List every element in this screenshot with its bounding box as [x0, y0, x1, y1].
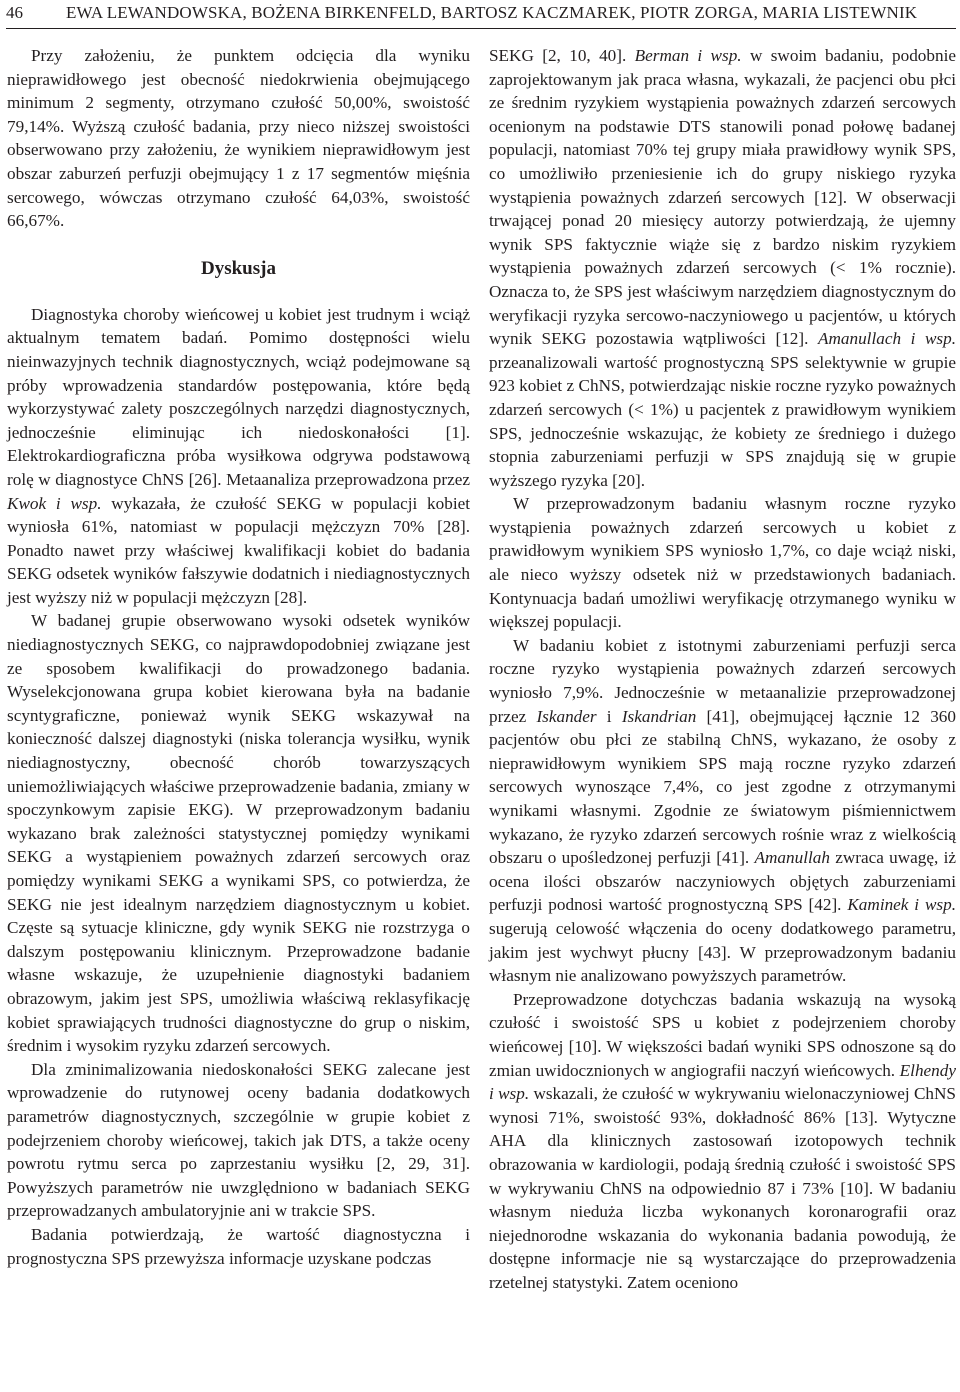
- text-run: [41], obejmującej łącznie 12 360 pacjentów obu płci ze stabilną ChNS, wykazano, że osoby z nieprawidłowym wynikiem SPS mają roczne ryzyko zdarzeń sercowych wynoszące 7,4%, co jest zgodne z otrzymanymi wynikami własnymi. Zgodnie ze światowym piśmiennictwem wykazano, że ryzyko zdarzeń sercowych rośnie wraz z wielkością obszaru o upośledzonej perfuzji [41].: [489, 706, 956, 868]
- paragraph-sps-value: Badania potwierdzają, że wartość diagnostyczna i prognostyczna SPS przewyższa informacje uzyskane podczas: [7, 1224, 470, 1268]
- citation-author: Elhendy i wsp.: [489, 1060, 956, 1104]
- header-rule: [6, 28, 956, 29]
- citation-author: Amanullach i wsp.: [817, 329, 956, 349]
- text-run: Przeprowadzone dotychczas badania wskazują na wysoką czułość i swoistość SPS u kobiet z podejrzeniem choroby wieńcowej [10]. W większości badań wyniki SPS odnoszone są do zmian uwidocznionych w angiografii naczyń wieńcowych.: [489, 989, 956, 1080]
- text-run: Diagnostyka choroby wieńcowej u kobiet jest trudnym i wciąż aktualnym tematem badań. Pomimo dostępności wielu nieinwazyjnych technik diagnostycznych, wciąż podejmowane są próby wprowadzenia standardów postępowania, które będą wykorzystywać zalety poszczególnych narzędzi diagnostycznych, jednocześnie eliminując ich niedoskonałości [1]. Elektrokardiograficzna próba wysiłkowa odgrywa podstawową rolę w diagnostyce ChNS [26]. Metaanaliza przeprowadzona przez: [7, 304, 470, 489]
- text-run: SEKG [2, 10, 40].: [489, 46, 635, 65]
- paragraph-perfusion-risk: [489, 634, 956, 988]
- text-run: i: [596, 706, 622, 726]
- section-title: Dyskusja: [201, 257, 276, 279]
- text-run: w swoim badaniu, podobnie zaprojektowanym jak praca własna, wykazali, że pacjenci obu płci ze średnim ryzykiem wystąpienia poważnych zdarzeń sercowych ocenionym na podstawie DTS stanowili ponad połowę badanej populacji, natomiast 70% tej grupy miała prawidłowy wynik SPS, co umożliwiło przeniesienie ich do grupy niskiego ryzyka wystąpienia poważnych zdarzeń sercowych [12]. W obserwacji trwającej ponad 20 miesięcy autorzy potwierdzają, że ujemny wynik SPS faktycznie wiąże się z bardzo niskim ryzykiem wystąpienia poważnych zdarzeń sercowych (< 1% rocznie). Oznacza to, że SPS jest właściwym narzędziem diagnostycznym do weryfikacji ryzyka sercowo-naczyniowego u pacjentów, u których wynik SEKG pozostawia wątpliwości [12].: [489, 46, 956, 349]
- citation-author: Amanullah: [754, 848, 830, 868]
- text-run: wskazali, że czułość w wykrywaniu wielonaczyniowej ChNS wynosi 71%, swoistość 93%, dokładność 86% [13]. Wytyczne AHA dla klinicznych zastosowań izotopowych technik obrazowania w kardiologii, podają średnią czułość i swoistość SPS w wykrywaniu ChNS na odpowiednio 87 i 73% [10]. W badaniu własnym niedużа liczba wykonanych koronarografii oraz niejednorodne wskazania do wykonania badania powodują, że dostępne informacje nie są wystarczające do przeprowadzenia rzetelnej statystyki. Zatem oceniono: [489, 1084, 956, 1292]
- text-run: sugerują celowość włączenia do oceny dodatkowego parametru, jakim jest wychwyt płucny [43]. W przeprowadzonym badaniu własnym nie analizowano powyższych parametrów.: [489, 918, 956, 986]
- text-run: przeanalizowali wartość prognostyczną SPS selektywnie w grupie 923 kobiet z ChNS, potwierdzając niskie roczne ryzyko poważnych zdarzeń sercowych (< 1%) u pacjentek z prawidłowym wynikiem SPS, jednocześnie wskazując, że kobiety ze średniego i dużego stopnia zaburzeniami perfuzji w SPS znajdują się w grupie wyższego ryzyka [20].: [489, 352, 956, 490]
- text-run: wykazała, że czułość SEKG w populacji kobiet wyniosła 61%, natomiast w populacji mężczyzn 70% [28]. Ponadto nawet przy właściwej kwalifikacji kobiet do badania SEKG odsetek wyników fałszywie dodatnich i niediagnostycznych jest wyższy niż w populacji mężczyzn [28].: [7, 493, 471, 607]
- paragraph-own-study-risk: W przeprowadzonym badaniu własnym roczne ryzyko wystąpienia poważnych zdarzeń sercowych u kobiet z prawidłowym wynikiem SPS wyniosło 1,7%, co daje wciąż niski, ale nieco wyższy odsetek niż w przedstawionych badaniach. Kontynuacja badań umożliwi weryfikację otrzymanego wyniku w większej populacji.: [489, 494, 956, 632]
- citation-author: Berman i wsp.: [634, 46, 742, 65]
- citation-author: Kaminek i wsp.: [847, 895, 956, 915]
- paragraph-sensitivity: [489, 988, 956, 1295]
- citation-author: Iskandrian: [621, 706, 697, 726]
- citation-author: Iskander: [536, 706, 597, 726]
- paragraph-berman: [489, 44, 956, 492]
- citation-author: Kwok i wsp.: [7, 493, 102, 513]
- running-header: [6, 0, 956, 30]
- left-column: [7, 44, 470, 1270]
- page-number: 46: [6, 3, 23, 22]
- paragraph-results: Przy założeniu, że punktem odcięcia dla wyniku nieprawidłowego jest obecność niedokrwienia obejmującego minimum 2 segmenty, otrzymano czułość 50,00%, swoistość 79,14%. Wyższą czułość badania, przy nieco niższej swoistości obserwowano przy założeniu, że wynikiem nieprawidłowym jest obszar zaburzeń perfuzji obejmujący 1 z 17 segmentów mięśnia sercowego, wówczas otrzymano czułość 64,03%, swoistość 66,67%.: [7, 46, 470, 231]
- paragraph-study-group: W badanej grupie obserwowano wysoki odsetek wyników niediagnostycznych SEKG, co najprawdopodobniej związane jest ze sposobem kwalifikacji do prowadzonego badania. Wyselekcjonowana grupa kobiet kierowana była na badanie scyntygraficzne, ponieważ wynik SEKG wskazywał na konieczność dalszej diagnostyki (niska tolerancja wysiłku, wynik niediagnostyczny, obecność chorób towarzyszących uniemożliwiających właściwe przeprowadzenie badania, zmiany w spoczynkowym zapisie EKG). W przeprowadzonym badaniu wykazano brak zależności statystycznej pomiędzy wynikami SEKG a wystąpieniem poważnych zdarzeń sercowych oraz pomiędzy wynikami SEKG a wynikami SPS, co potwierdza, że SEKG nie jest idealnym narzędziem diagnostycznym u kobiet. Częste są sytuacje kliniczne, gdy wynik SEKG nie rozstrzyga o dalszym postępowaniu klinicznym. Przeprowadzone badanie własne wskazuje, że uzupełnienie diagnostyki badaniem obrazowym, jakim jest SPS, umożliwia właściwą reklasyfikację kobiet sprawiających trudności diagnostyczne do grup o niskim, średnim i wysokim ryzyku zdarzeń sercowych.: [7, 611, 470, 1056]
- header-authors: EWA LEWANDOWSKA, BOŻENA BIRKENFELD, BARTOSZ KACZMAREK, PIOTR ZORGA, MARIA LISTEWNIK: [66, 3, 918, 22]
- text-run: zwraca uwagę, iż ocena ilości obszarów naczyniowych objętych zaburzeniami perfuzji podnosi wartość prognostyczną SPS [42].: [489, 848, 956, 915]
- paragraph-discussion-intro: [7, 303, 470, 610]
- text-run: W badaniu kobiet z istotnymi zaburzeniami perfuzji serca roczne ryzyko wystąpienia poważnych zdarzeń sercowych wyniosło 7,9%. Jednocześnie w metaanalizie przeprowadzonej przez: [489, 635, 956, 726]
- right-column: [489, 44, 956, 1294]
- paragraph-sekg-limitations: Dla zminimalizowania niedoskonałości SEKG zalecane jest wprowadzenie do rutynowej oceny badania dodatkowych parametrów diagnostycznych, szczególnie w grupie kobiet z podejrzeniem choroby wieńcowej, takich jak DTS, a także oceny powrotu rytmu serca po zaprzestaniu wysiłku [2, 29, 31]. Powyższych parametrów nie uwzględniono w badaniach SEKG przeprowadzanych ambulatoryjnie ani w trakcie SPS.: [7, 1059, 470, 1221]
